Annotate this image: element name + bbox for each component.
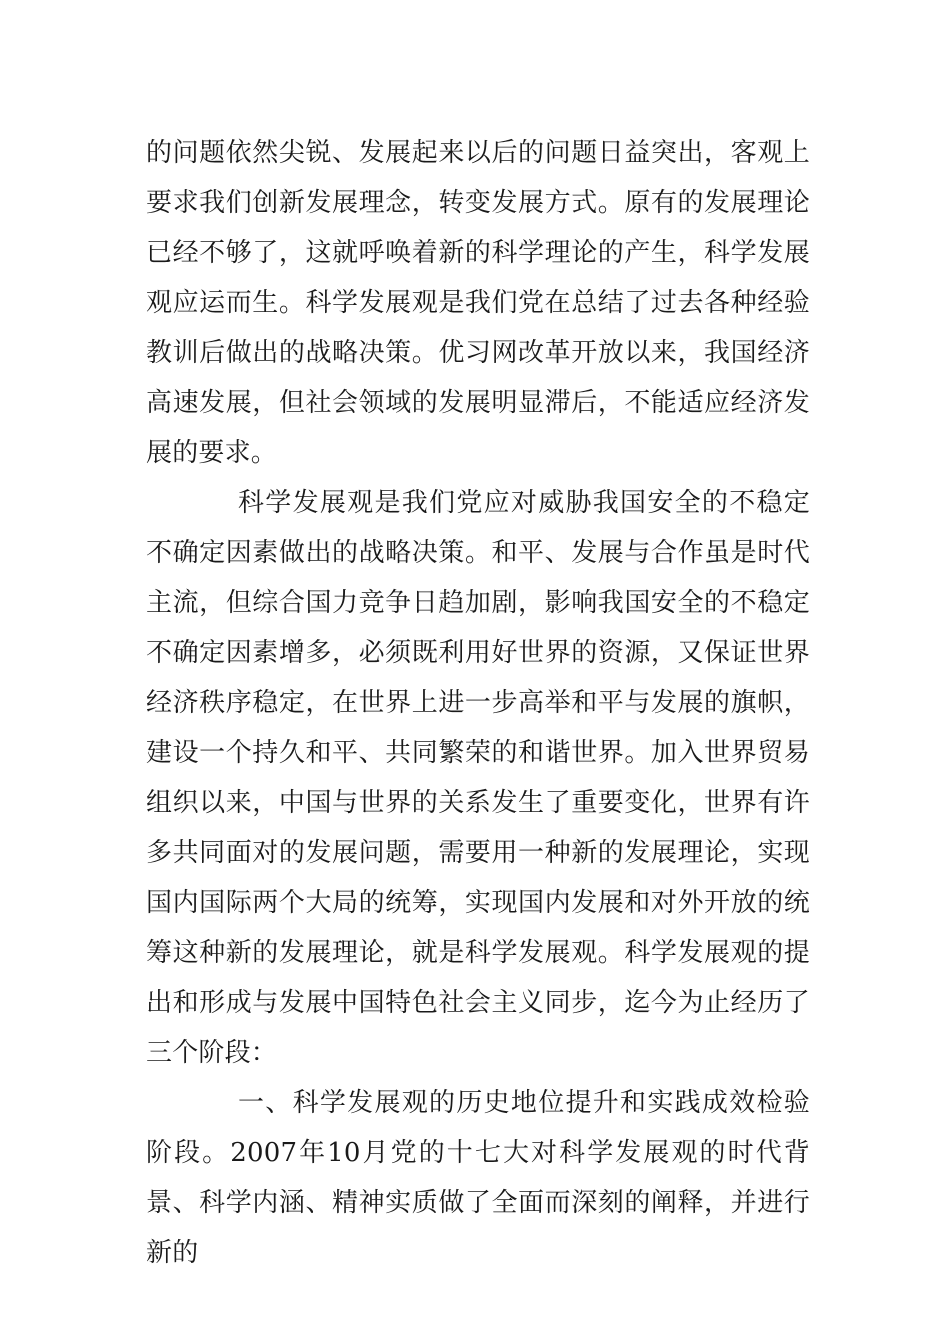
paragraph-2: 科学发展观是我们党应对威胁我国安全的不稳定不确定因素做出的战略决策。和平、发展与合作虽是时代主流，但综合国力竞争日趋加剧，影响我国安全的不稳定不确定因素增多，必须既利用好世界的资源，又保证世界经济秩序稳定，在世界上进一步高举和平与发展的旗帜，建设一个持久和平、共同繁荣的和谐世界。加入世界贸易组织以来，中国与世界的关系发生了重要变化，世界有许多共同面对的发展问题，需要用一种新的发展理论，实现国内国际两个大局的统筹，实现国内发展和对外开放的统筹这种新的发展理论，就是科学发展观。科学发展观的提出和形成与发展中国特色社会主义同步，迄今为止经历了三个阶段： (146, 488, 810, 1068)
paragraph-1: 的问题依然尖锐、发展起来以后的问题日益突出，客观上要求我们创新发展理念，转变发展方式。原有的发展理论已经不够了，这就呼唤着新的科学理论的产生，科学发展观应运而生。科学发展观是我们党在总结了过去各种经验教训后做出的战略决策。优习网改革开放以来，我国经济高速发展，但社会领域的发展明显滞后，不能适应经济发展的要求。 (146, 138, 810, 468)
document-body (146, 128, 810, 1278)
paragraph-3: 一、科学发展观的历史地位提升和实践成效检验阶段。2007年10月党的十七大对科学发展观的时代背景、科学内涵、精神实质做了全面而深刻的阐释，并进行新的 (146, 1088, 810, 1268)
